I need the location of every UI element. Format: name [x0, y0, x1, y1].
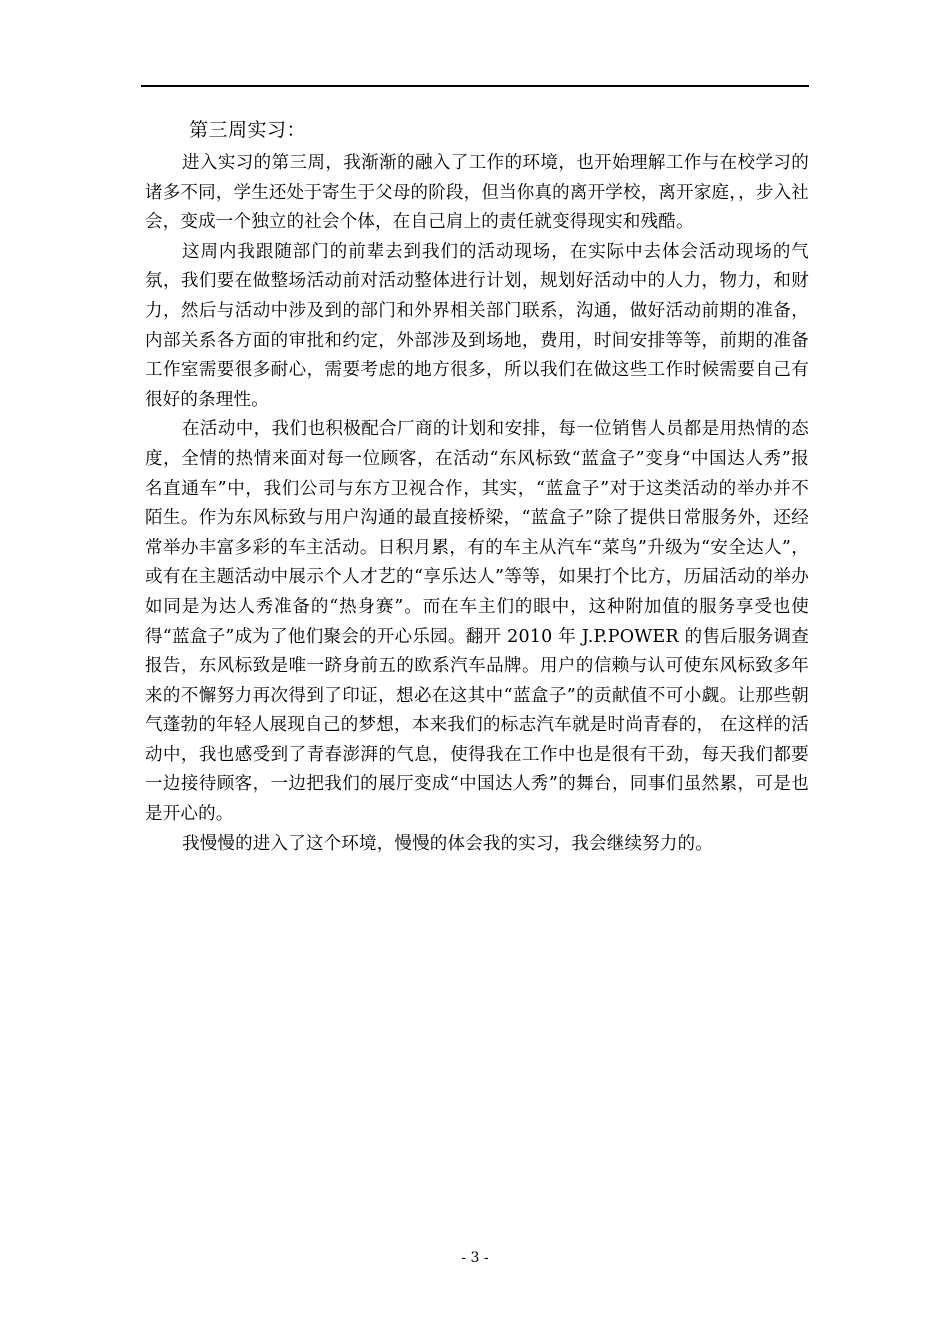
paragraph-1: 进入实习的第三周，我渐渐的融入了工作的环境，也开始理解工作与在校学习的诸多不同，学生还处于寄生于父母的阶段，但当你真的离开学校，离开家庭，，步入社会，变成一个独立的社会个体，在自己肩上的责任就变得现实和残酷。: [145, 153, 809, 233]
document-body: [145, 114, 809, 859]
header-rule: [141, 85, 809, 87]
paragraph-2: 这周内我跟随部门的前辈去到我们的活动现场，在实际中去体会活动现场的气氛，我们要在做整场活动前对活动整体进行计划，规划好活动中的人力，物力，和财力，然后与活动中涉及到的部门和外界相关部门联系，沟通，做好活动前期的准备，内部关系各方面的审批和约定，外部涉及到场地，费用，时间安排等等，前期的准备工作室需要很多耐心，需要考虑的地方很多，所以我们在做这些工作时候需要自己有很好的条理性。: [145, 241, 809, 410]
section-heading: 第三周实习：: [189, 119, 307, 141]
paragraph-4: 我慢慢的进入了这个环境，慢慢的体会我的实习，我会继续努力的。: [182, 833, 713, 854]
page-number: - 3 -: [461, 1250, 489, 1266]
paragraph-3: 在活动中，我们也积极配合厂商的计划和安排，每一位销售人员都是用热情的态度，全情的热情来面对每一位顾客，在活动“东风标致“蓝盒子”变身“中国达人秀”报名直通车”中，我们公司与东方卫视合作，其实，“蓝盒子”对于这类活动的举办并不陌生。作为东风标致与用户沟通的最直接桥梁，“蓝盒子”除了提供日常服务外，还经常举办丰富多彩的车主活动。日积月累，有的车主从汽车“菜鸟”升级为“安全达人”，或有在主题活动中展示个人才艺的“享乐达人”等等，如果打个比方，历届活动的举办如同是为达人秀准备的“热身赛”。而在车主们的眼中，这种附加值的服务享受也使得“蓝盒子”成为了他们聚会的开心乐园。翻开 2010 年 J.P.POWER 的售后服务调查报告，东风标致是唯一跻身前五的欧系汽车品牌。用户的信赖与认可使东风标致多年来的不懈努力再次得到了印证，想必在这其中“蓝盒子”的贡献值不可小觑。让那些朝气蓬勃的年轻人展现自己的梦想，本来我们的标志汽车就是时尚青春的， 在这样的活动中，我也感受到了青春澎湃的气息，使得我在工作中也是很有干劲，每天我们都要一边接待顾客，一边把我们的展厅变成“中国达人秀”的舞台，同事们虽然累，可是也是开心的。: [145, 419, 809, 825]
